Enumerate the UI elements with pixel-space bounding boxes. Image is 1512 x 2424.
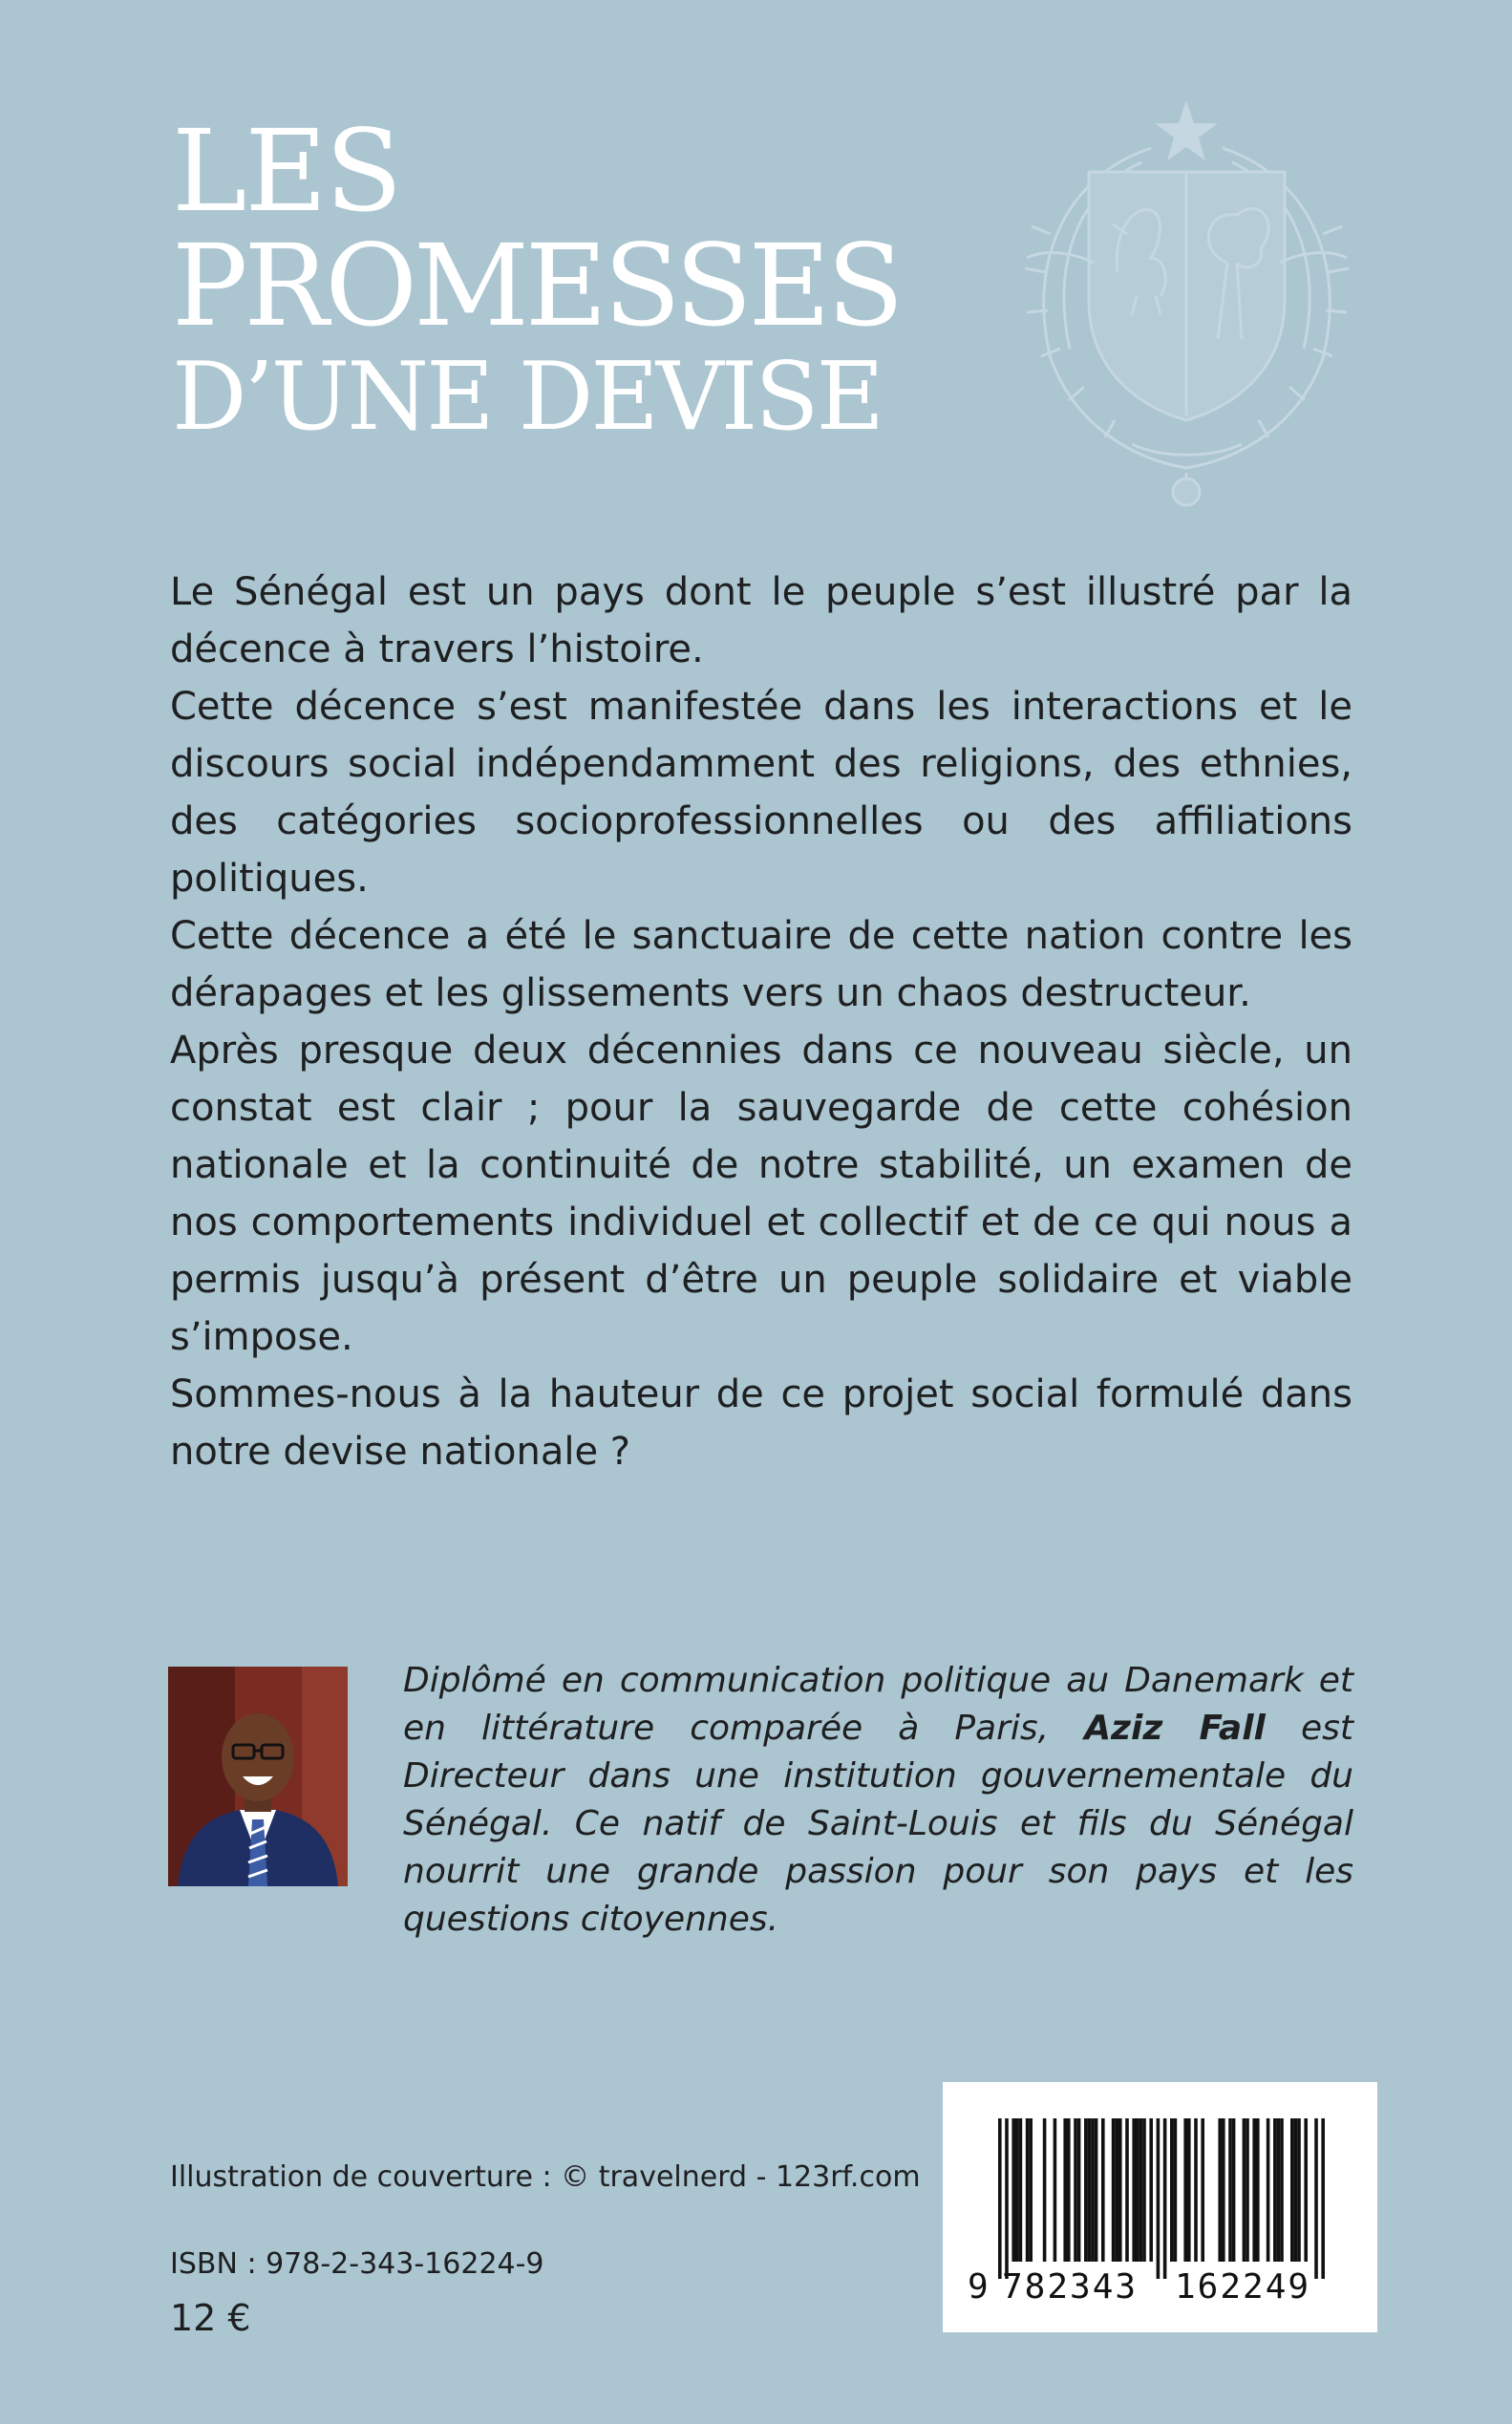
barcode-bar xyxy=(1218,2118,1222,2262)
barcode-bar xyxy=(1290,2118,1294,2262)
barcode-bar xyxy=(1101,2118,1105,2262)
barcode-bar xyxy=(1074,2118,1077,2262)
isbn-barcode xyxy=(943,2082,1377,2332)
barcode-bar xyxy=(1077,2118,1081,2262)
barcode-bar xyxy=(1194,2118,1198,2262)
bio-text-end: est Directeur dans une institution gouvernementale du Sénégal. Ce natif de Saint-Louis et fils du Sénégal nourrit une grande passion pour son pays et les questions citoyennes. xyxy=(403,1709,1353,1939)
barcode-bar xyxy=(1297,2118,1301,2262)
barcode-bar xyxy=(1321,2118,1325,2279)
blurb-paragraph: Cette décence s’est manifestée dans les interactions et le discours social indépendamment des religions, des ethnies, des catégories socioprofessionnelles ou des affiliations politiques. xyxy=(170,685,1352,901)
barcode-bar xyxy=(1280,2118,1284,2262)
barcode-digits xyxy=(943,2267,1377,2315)
title-line-1: LES xyxy=(172,105,401,237)
barcode-bar xyxy=(1132,2118,1136,2262)
blurb-paragraph: Cette décence a été le sanctuaire de cette nation contre les dérapages et les glissements vers un chaos destructeur. xyxy=(170,914,1352,1015)
barcode-bar xyxy=(1026,2118,1030,2262)
barcode-bar xyxy=(1252,2118,1256,2262)
barcode-bar xyxy=(1314,2118,1318,2279)
barcode-bar xyxy=(1012,2118,1015,2262)
barcode-bar xyxy=(1149,2118,1153,2262)
barcode-bar xyxy=(1084,2118,1088,2262)
barcode-digit-group-2: 162249 xyxy=(1175,2267,1311,2307)
barcode-bar xyxy=(1277,2118,1281,2262)
price: 12 € xyxy=(170,2297,251,2339)
senegal-coat-of-arms-icon xyxy=(1008,91,1366,511)
barcode-bar xyxy=(1201,2118,1204,2262)
author-name: Aziz Fall xyxy=(1084,1709,1266,1748)
barcode-bar xyxy=(1054,2118,1057,2262)
barcode-bar xyxy=(1163,2118,1167,2279)
barcode-bar xyxy=(1232,2118,1236,2262)
barcode-bar xyxy=(1246,2118,1249,2262)
barcode-bar xyxy=(1273,2118,1277,2262)
title-line-3: D’UNE DEVISE xyxy=(172,343,883,452)
barcode-bar xyxy=(1243,2118,1246,2262)
barcode-bar xyxy=(1043,2118,1047,2262)
barcode-first-digit: 9 xyxy=(968,2267,989,2307)
barcode-bar xyxy=(1005,2118,1009,2279)
barcode-bar xyxy=(1125,2118,1129,2262)
title-line-2: PROMESSES xyxy=(172,220,901,351)
barcode-bar xyxy=(1183,2118,1187,2262)
barcode-bar xyxy=(1067,2118,1071,2262)
barcode-bar xyxy=(1088,2118,1092,2262)
barcode-bar xyxy=(1256,2118,1260,2262)
barcode-bar xyxy=(1095,2118,1098,2262)
back-cover-blurb xyxy=(170,563,1352,1480)
author-biography xyxy=(403,1657,1353,1944)
barcode-bar xyxy=(1139,2118,1143,2262)
barcode-bar xyxy=(1029,2118,1033,2262)
blurb-paragraph: Sommes-nous à la hauteur de ce projet social formulé dans notre devise nationale ? xyxy=(170,1372,1352,1474)
barcode-digit-group-1: 782343 xyxy=(1002,2267,1139,2307)
barcode-bar xyxy=(1136,2118,1139,2262)
barcode-bar xyxy=(1170,2118,1174,2262)
barcode-bar xyxy=(1115,2118,1118,2262)
barcode-bar xyxy=(1228,2118,1232,2262)
barcode-bar xyxy=(1091,2118,1095,2262)
barcode-bar xyxy=(1142,2118,1146,2262)
barcode-bar xyxy=(1267,2118,1270,2262)
blurb-paragraph: Le Sénégal est un pays dont le peuple s’est illustré par la décence à travers l’histoire. xyxy=(170,570,1352,671)
barcode-bar xyxy=(998,2118,1002,2279)
barcode-bar xyxy=(1063,2118,1067,2262)
barcode-bar xyxy=(1294,2118,1298,2262)
barcode-bar xyxy=(1157,2118,1161,2279)
barcode-bar xyxy=(1174,2118,1178,2262)
barcode-bar xyxy=(1118,2118,1122,2262)
blurb-paragraph: Après presque deux décennies dans ce nouveau siècle, un constat est clair ; pour la sauvegarde de cette cohésion nationale et la continuité de notre stabilité, un examen de nos comportements individuel et collectif et de ce qui nous a permis jusqu’à présent d’être un peuple solidaire et viable s’impose. xyxy=(170,1029,1352,1359)
isbn-number: ISBN : 978-2-343-16224-9 xyxy=(170,2247,544,2281)
barcode-bar xyxy=(1019,2118,1023,2262)
barcode-bar xyxy=(1015,2118,1019,2262)
bio-text-start: Diplômé en communication politique au Danemark et en littérature comparée à Paris, xyxy=(403,1661,1353,1748)
barcode-bar xyxy=(1112,2118,1116,2262)
book-title xyxy=(172,105,936,452)
barcode-bar xyxy=(1304,2118,1308,2262)
barcode-bar xyxy=(1187,2118,1191,2262)
author-photo xyxy=(168,1667,348,1886)
cover-illustration-credit: Illustration de couverture : © travelnerd - 123rf.com xyxy=(170,2160,921,2194)
barcode-bar xyxy=(1222,2118,1225,2262)
